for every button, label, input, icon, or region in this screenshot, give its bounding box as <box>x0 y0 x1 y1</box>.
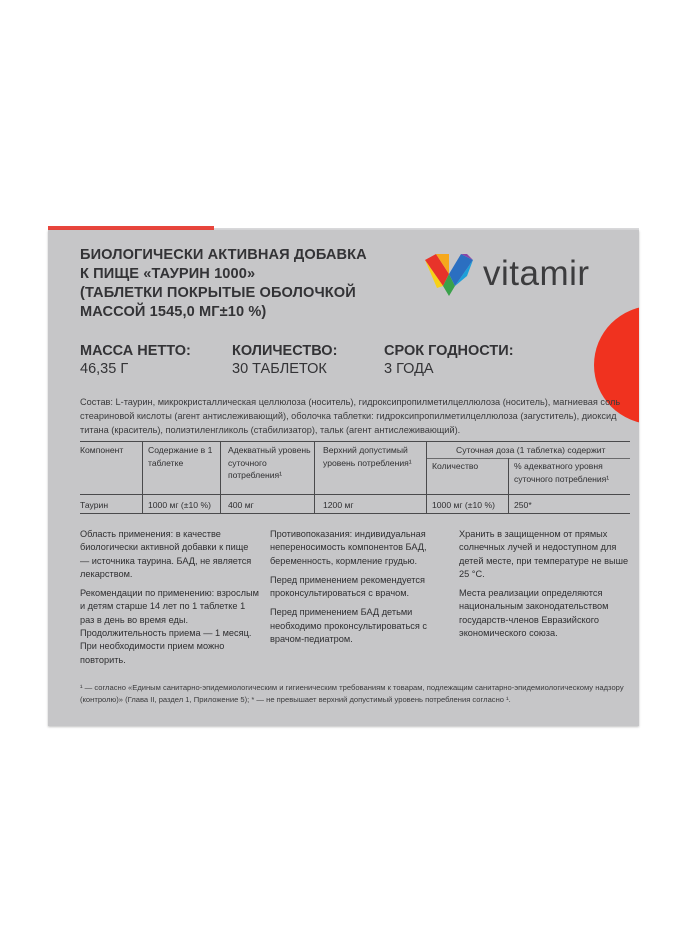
row-percent: 250* <box>514 500 532 510</box>
header-adequate: Адекватный уровень суточного потребления¹ <box>228 445 311 480</box>
title-line: БИОЛОГИЧЕСКИ АКТИВНАЯ ДОБАВКА <box>80 247 367 263</box>
table-divider <box>426 441 427 513</box>
quantity-label: КОЛИЧЕСТВО: <box>232 343 338 359</box>
net-mass <box>80 342 191 378</box>
header-percent: % адекватного уровня суточного потребления¹ <box>514 461 610 484</box>
net-mass-value: 46,35 Г <box>80 361 129 377</box>
row-adequate: 400 мг <box>228 500 254 510</box>
contraindications-label: Противопоказания: <box>270 529 353 539</box>
row-component: Таурин <box>80 500 109 510</box>
table-top-border <box>80 441 630 442</box>
table-divider <box>314 441 315 513</box>
table-divider <box>220 441 221 513</box>
recommendations-label: Рекомендации по применению: <box>80 588 215 599</box>
recommendations <box>80 587 260 667</box>
table-bottom-border <box>80 513 630 514</box>
footnote: ¹ — согласно «Единым санитарно-эпидемиологическим и гигиеническим требованиям к товарам, подлежащим санитарно-эпидемиологическому надзору (контролю)» (Глава II, раздел 1, Приложение 5); * — не превышает верхний допустимый уровень потребления согласно ¹. <box>80 683 624 704</box>
row-amount: 1000 мг (±10 %) <box>432 500 495 510</box>
row-content: 1000 мг (±10 %) <box>148 500 211 510</box>
table-header-bottom-border <box>80 494 630 495</box>
quantity-value: 30 ТАБЛЕТОК <box>232 361 327 377</box>
net-mass-label: МАССА НЕТТО: <box>80 343 191 359</box>
table-divider <box>142 441 143 513</box>
product-box-back <box>48 230 639 726</box>
sale-places-text: Места реализации определяются национальным законодательством государств-членов Евразийского экономического союза. <box>459 588 609 639</box>
application-text: Область применения: в качестве биологически активной добавки к пище — источника таурина. БАД, не является лекарством. <box>80 529 252 579</box>
contraindications-text: индивидуальная непереносимость компонентов БАД, беременность, кормление грудью. <box>270 529 427 566</box>
contraindications <box>270 528 450 568</box>
title-line: (ТАБЛЕТКИ ПОКРЫТЫЕ ОБОЛОЧКОЙ <box>80 285 356 301</box>
composition-text: Состав: L-таурин, микрокристаллическая целлюлоза (носитель), гидроксипропилметилцеллюлоза (носитель), магниевая соль стеариновой кислоты (агент антислеживающий), оболочка таблетки: гидроксипропилметилцеллюлоза (загуститель), диоксид титана (краситель), полиэтиленгликоль (стабилизатор), тальк (агент антислеживающий). <box>80 397 621 436</box>
quantity <box>232 342 337 378</box>
header-daily-dose: Суточная доза (1 таблетка) содержит <box>456 445 606 455</box>
row-upper: 1200 мг <box>323 500 354 510</box>
storage-text: Хранить в защищенном от прямых солнечных лучей и недоступном для детей месте, при температуре не выше 25 °С. <box>459 529 629 579</box>
shelf-life-value: 3 ГОДА <box>384 361 434 377</box>
info-column-right <box>459 528 629 646</box>
table-divider <box>508 458 509 513</box>
product-title <box>80 246 400 322</box>
shelf-life <box>384 342 514 378</box>
header-amount: Количество <box>432 461 479 471</box>
vitamir-v-icon <box>423 252 475 298</box>
recommendations-text: взрослым и детям старше 14 лет по 1 таблетке 1 раз в день во время еды. Продолжительность приема — 1 месяц. При необходимости прием можно повторить. <box>80 588 259 665</box>
brand-logo <box>423 252 633 298</box>
shelf-life-label: СРОК ГОДНОСТИ: <box>384 343 514 359</box>
brand-name: vitamir <box>483 254 590 293</box>
title-line: К ПИЩЕ «ТАУРИН 1000» <box>80 266 256 282</box>
info-column-left <box>80 528 260 673</box>
header-upper: Верхний допустимый уровень потребления¹ <box>323 445 412 468</box>
consult-text: Перед применением рекомендуется проконсультироваться с врачом. <box>270 574 425 599</box>
table-subheader-line <box>426 458 630 459</box>
header-content: Содержание в 1 таблетке <box>148 445 213 468</box>
info-column-middle <box>270 528 450 652</box>
header-component: Компонент <box>80 445 124 455</box>
title-line: МАССОЙ 1545,0 МГ±10 %) <box>80 304 267 320</box>
children-text: Перед применением БАД детьми необходимо проконсультироваться с врачом-педиатром. <box>270 607 427 645</box>
